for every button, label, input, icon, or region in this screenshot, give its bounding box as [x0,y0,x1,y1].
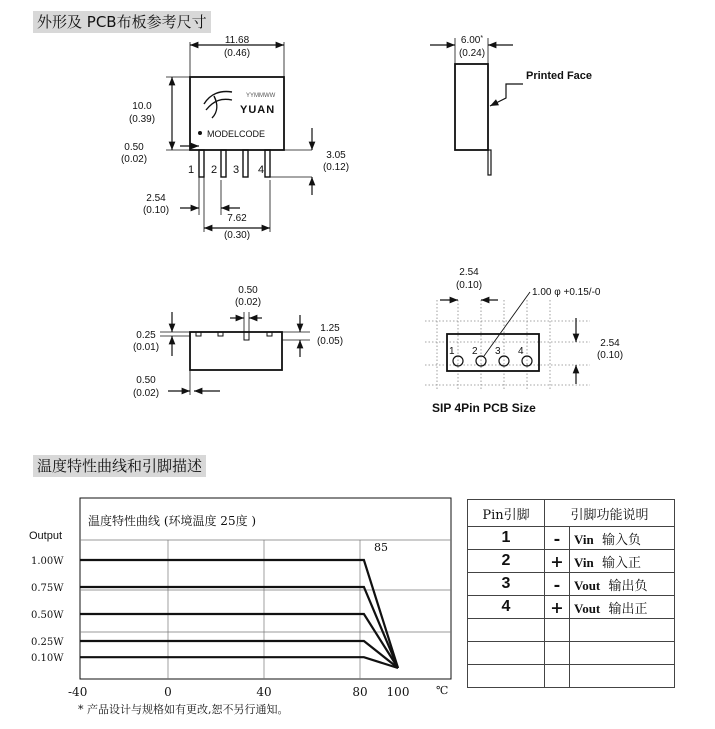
bottom-view [160,312,310,395]
chart-title: 温度特性曲线 (环境温度 25度 ) [88,514,257,528]
pin-table-row [468,550,675,573]
pin-table-row [468,527,675,550]
func-col-header: 引脚功能说明 [545,500,675,527]
dim-bpin-mm: 0.50 [238,285,258,296]
pcb-pin-2: 2 [472,346,478,357]
pin-function [570,596,675,619]
dim-pinw-mm: 0.50 [124,142,144,153]
x-tick-label: 0 [164,685,172,699]
dim-off-in: (0.01) [132,342,160,353]
pin-number: 2 [468,550,545,573]
pcb-pitch-in: (0.10) [455,280,483,291]
dim-depth-mm: 1.25 [320,323,340,334]
date-code: YYMMWW [246,93,276,99]
pin-signal: Vout [574,600,601,616]
model-label: MODELCODE [207,129,266,139]
x-tick-label: -40 [68,685,88,699]
pcb-pin-4: 4 [518,346,524,357]
yuan-logo [204,92,232,119]
dim-span-mm: 7.62 [227,213,247,224]
printed-face-label: Printed Face [526,70,593,82]
dim-pinlen-mm: 3.05 [326,150,346,161]
pin-table-row [468,573,675,596]
y-tick-label: 0.75W [31,583,64,594]
dim-thick-in: (0.24) [458,48,486,59]
footnote: * 产品设计与规格如有更改,恕不另行通知。 [78,703,289,716]
dim-bpin-in: (0.02) [234,297,262,308]
pin-table-header [468,500,675,527]
pin-polarity: - [545,573,570,596]
derating-curve-5 [80,657,398,668]
dim-pitch-in: (0.10) [142,205,170,216]
pcb-pitch-mm: 2.54 [459,267,479,278]
pin-number: 3 [468,573,545,596]
dim-pitch-mm: 2.54 [146,193,166,204]
pin-num-2: 2 [211,164,218,176]
dim-width-in: (0.46) [223,48,251,59]
section-title-dimensions: 外形及 PCB布板参考尺寸 [33,11,211,33]
dim-span-in: (0.30) [223,230,251,241]
pin-num-4: 4 [258,164,265,176]
pin-polarity: - [545,527,570,550]
dim-pinlen-in: (0.12) [322,162,350,173]
dim-pinw-in: (0.02) [120,154,148,165]
y-tick-label: 0.25W [31,637,64,648]
pin-col-header: Pin引脚 [468,500,545,527]
chart-curves [80,560,398,668]
pcb-row-mm: 2.54 [600,338,620,349]
pcb-hole-label: 1.00 φ +0.15/-0 [532,287,601,298]
derating-curve-4 [80,641,398,668]
pin-table [467,499,675,688]
pin-num-1: 1 [188,164,195,176]
pin-number: 4 [468,596,545,619]
pin-polarity: + [545,596,570,619]
brand-label: YUAN [240,104,276,116]
dim-low-mm: 0.50 [136,375,156,386]
pin-function [570,573,675,596]
dim-thick-mm: 6.00* [460,35,484,46]
x-tick-label: 100 [386,685,410,699]
dim-low-in: (0.02) [132,388,160,399]
pin-signal: Vin [574,554,594,570]
pcb-row-in: (0.10) [596,350,624,361]
pin-num-3: 3 [233,164,240,176]
x-tick-label: 80 [352,685,368,699]
pin-desc: 输入正 [602,555,642,571]
pcb-pin-3: 3 [495,346,501,357]
dim-depth-in: (0.05) [316,336,344,347]
section-title-temperature: 温度特性曲线和引脚描述 [33,455,206,477]
pin-number: 1 [468,527,545,550]
pcb-layout [425,292,590,390]
pin-desc: 输出负 [608,578,648,594]
pin-signal: Vin [574,531,594,547]
chart-annotation: 85 [374,541,388,554]
x-tick-label: 40 [256,685,272,699]
y-tick-label: 0.10W [31,653,64,665]
pin-table-row [468,596,675,619]
derating-curve-2 [80,587,398,668]
pin-desc: 输出正 [608,601,648,617]
pin-function [570,527,675,550]
y-tick-label: 1.00W [31,556,64,567]
pin-desc: 输入负 [602,532,642,548]
pin-signal: Vout [574,577,601,593]
pin-function [570,550,675,573]
pcb-caption: SIP 4Pin PCB Size [432,401,536,415]
dim-height-mm: 10.0 [132,101,152,112]
dim-off-mm: 0.25 [136,330,156,341]
dim-height-in: (0.39) [128,114,156,125]
dim-width-mm: 11.68 [224,35,250,46]
chart-ylabel: Output [29,530,63,542]
y-tick-label: 0.50W [31,610,64,621]
pcb-pin-1: 1 [449,346,455,357]
pin-polarity: + [545,550,570,573]
chart-xunit: ℃ [436,684,449,697]
